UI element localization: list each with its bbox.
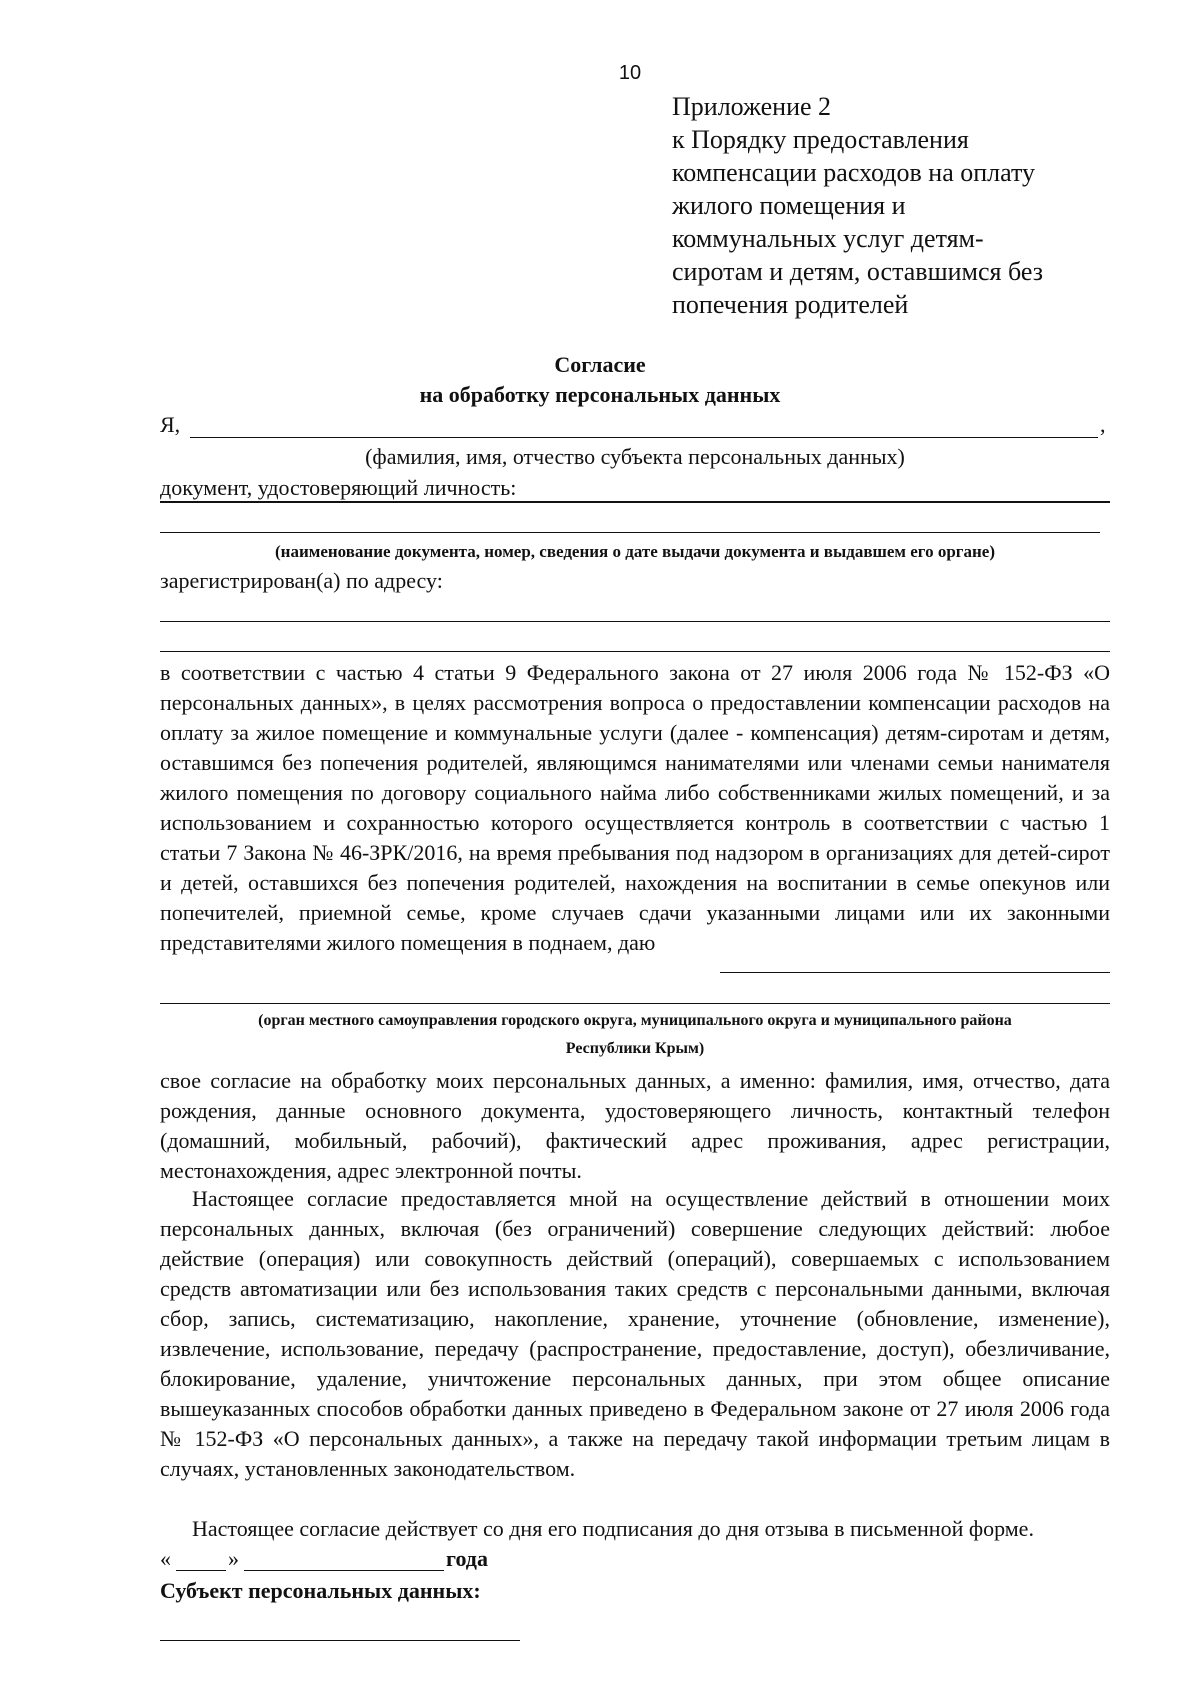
- document-title: Согласие: [554, 352, 646, 377]
- appendix-line: жилого помещения и: [672, 191, 906, 220]
- date-quote-open: «: [160, 1546, 171, 1571]
- appendix-line: коммунальных услуг детям-: [672, 224, 984, 253]
- body-paragraph-3: [160, 1184, 1110, 1484]
- page-number: 10: [618, 62, 642, 84]
- appendix-line: к Порядку предоставления: [672, 125, 969, 154]
- address-field-line-2[interactable]: [160, 651, 1110, 652]
- consent-purpose-text: в соответствии с частью 4 статьи 9 Федерального закона от 27 июля 2006 года № 152-ФЗ «О персональных данных», в целях рассмотрения вопроса о предоставлении компенсации расходов на оплату за жилое помещение и коммунальные услуги (далее - компенсация) детям-сиротам и детям, оставшимся без попечения родителей, являющимся нанимателями или членами семьи нанимателя жилого помещения по договору социального найма либо собственниками жилых помещений, и за использованием и сохранностью которого осуществляется контроль в соответствии с частью 1 статьи 7 Закона № 46-ЗРК/2016, на время пребывания под надзором в организациях для детей-сирот и детей, оставшихся без попечения родителей, нахождения на воспитании в семье опекунов или попечителей, приемной семье, кроме случаев сдачи указанными лицами или их законными представителями жилого помещения в поднаем, даю: [160, 660, 1110, 955]
- date-day-field[interactable]: [176, 1570, 226, 1571]
- document-subtitle: на обработку персональных данных: [419, 382, 781, 407]
- appendix-line: компенсации расходов на оплату: [672, 158, 1036, 187]
- body-paragraph-4: [160, 1514, 1110, 1544]
- subject-label: Субъект персональных данных:: [160, 1578, 481, 1603]
- consent-data-list: свое согласие на обработку моих персональных данных, а именно: фамилия, имя, отчество, дата рождения, данные основного документа, удостоверяющего личность, контактный телефон (домашний, мобильный, рабочий), фактический адрес проживания, адрес регистрации, местонахождения, адрес электронной почты.: [160, 1068, 1110, 1183]
- doc-field-line-1[interactable]: [160, 501, 1110, 503]
- date-month-field[interactable]: [244, 1570, 444, 1571]
- consent-actions-text: Настоящее согласие предоставляется мной на осуществление действий в отношении моих персональных данных, включая (без ограничений) совершение следующих действий: любое действие (операция) или совокупность действий (операций), совершаемых с использованием средств автоматизации или без использования таких средств с персональными данными, включая сбор, запись, систематизацию, накопление, хранение, уточнение (обновление, изменение), извлечение, использование, передачу (распространение, предоставление, доступ), обезличивание, блокирование, удаление, уничтожение персональных данных, при этом общее описание вышеуказанных способов обработки данных приведено в Федеральном законе от 27 июля 2006 года № 152-ФЗ «О персональных данных», а также на передачу такой информации третьим лицам в случаях, установленных законодательством.: [160, 1186, 1110, 1481]
- appendix-line: Приложение 2: [672, 92, 832, 121]
- consent-validity-text: Настоящее согласие действует со дня его подписания до дня отзыва в письменной форме.: [192, 1516, 1034, 1541]
- signature-field-line[interactable]: [160, 1640, 520, 1641]
- organ-field-line-2[interactable]: [160, 1003, 1110, 1004]
- fio-caption: (фамилия, имя, отчество субъекта персональных данных): [365, 444, 905, 469]
- fio-comma: ,: [1100, 412, 1106, 437]
- organ-caption-1: (орган местного самоуправления городского округа, муниципального округа и муниципального района: [258, 1012, 1012, 1029]
- doc-field-line-2[interactable]: [160, 532, 1100, 533]
- year-label: года: [446, 1546, 488, 1571]
- appendix-line: сиротам и детям, оставшимся без: [672, 257, 1043, 286]
- doc-caption: (наименование документа, номер, сведения о дате выдачи документа и выдавшем его органе): [275, 542, 995, 561]
- body-paragraph-1: [160, 658, 1110, 958]
- appendix-line: попечения родителей: [672, 290, 909, 319]
- address-label: зарегистрирован(а) по адресу:: [160, 568, 443, 593]
- ya-label: Я,: [160, 412, 181, 437]
- appendix-header: [672, 90, 1172, 321]
- date-quote-close: »: [228, 1546, 239, 1571]
- fio-field-line[interactable]: [190, 437, 1098, 438]
- address-field-line-1[interactable]: [160, 621, 1110, 622]
- body-paragraph-2: [160, 1066, 1110, 1186]
- doc-label: документ, удостоверяющий личность:: [160, 475, 517, 500]
- organ-caption-2: Республики Крым): [565, 1040, 705, 1057]
- organ-field-line-1[interactable]: [720, 972, 1110, 973]
